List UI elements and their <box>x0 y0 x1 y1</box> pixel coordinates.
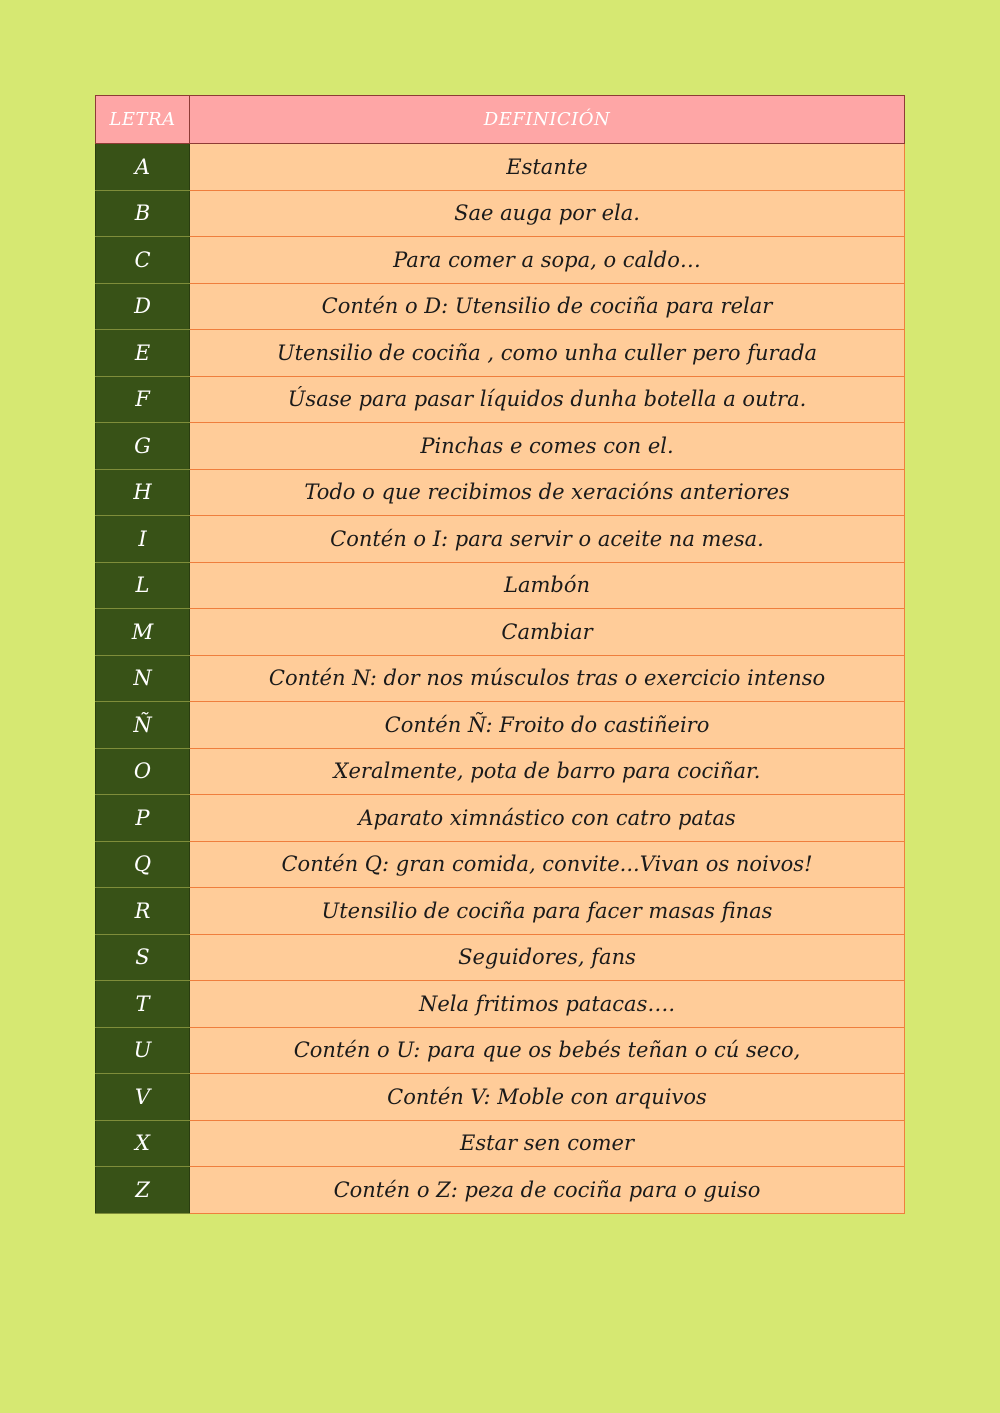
definition-cell: Cambiar <box>190 609 905 656</box>
table-row <box>96 144 905 191</box>
table-row <box>96 423 905 470</box>
letter-cell: F <box>96 376 190 423</box>
definition-cell: Nela fritimos patacas…. <box>190 981 905 1028</box>
letter-cell: L <box>96 562 190 609</box>
letter-cell: E <box>96 330 190 377</box>
letter-cell: Ñ <box>96 702 190 749</box>
definition-cell: Contén V: Moble con arquivos <box>190 1074 905 1121</box>
table-row <box>96 888 905 935</box>
letter-cell: P <box>96 795 190 842</box>
table-row <box>96 655 905 702</box>
definition-cell: Estar sen comer <box>190 1120 905 1167</box>
definition-cell: Seguidores, fans <box>190 934 905 981</box>
table-row <box>96 795 905 842</box>
letter-cell: A <box>96 144 190 191</box>
letter-cell: D <box>96 283 190 330</box>
table-row <box>96 562 905 609</box>
letter-cell: T <box>96 981 190 1028</box>
letter-cell: O <box>96 748 190 795</box>
definition-cell: Todo o que recibimos de xeracións anteriores <box>190 469 905 516</box>
definition-cell: Estante <box>190 144 905 191</box>
table-row <box>96 748 905 795</box>
definition-cell: Contén Ñ: Froito do castiñeiro <box>190 702 905 749</box>
letter-cell: X <box>96 1120 190 1167</box>
definition-column-header: DEFINICIÓN <box>190 96 905 144</box>
table-row <box>96 330 905 377</box>
table-row <box>96 981 905 1028</box>
definitions-table <box>95 95 905 1214</box>
definition-cell: Para comer a sopa, o caldo… <box>190 237 905 284</box>
table-header-row <box>96 96 905 144</box>
definition-cell: Contén o I: para servir o aceite na mesa. <box>190 516 905 563</box>
letter-cell: U <box>96 1027 190 1074</box>
letter-cell: S <box>96 934 190 981</box>
table-row <box>96 702 905 749</box>
letter-cell: M <box>96 609 190 656</box>
table-row <box>96 469 905 516</box>
definition-cell: Pinchas e comes con el. <box>190 423 905 470</box>
letter-cell: G <box>96 423 190 470</box>
definition-cell: Contén N: dor nos músculos tras o exercicio intenso <box>190 655 905 702</box>
table-row <box>96 1120 905 1167</box>
definition-cell: Contén o D: Utensilio de cociña para relar <box>190 283 905 330</box>
letter-cell: C <box>96 237 190 284</box>
letter-cell: H <box>96 469 190 516</box>
table-row <box>96 841 905 888</box>
definition-cell: Utensilio de cociña , como unha culler pero furada <box>190 330 905 377</box>
table-body <box>96 144 905 1214</box>
table-row <box>96 237 905 284</box>
definition-cell: Contén Q: gran comida, convite...Vivan os noivos! <box>190 841 905 888</box>
table-row <box>96 1074 905 1121</box>
table-row <box>96 283 905 330</box>
definition-cell: Úsase para pasar líquidos dunha botella a outra. <box>190 376 905 423</box>
letter-cell: I <box>96 516 190 563</box>
letter-cell: B <box>96 190 190 237</box>
letter-cell: R <box>96 888 190 935</box>
definition-cell: Contén o Z: peza de cociña para o guiso <box>190 1167 905 1214</box>
definition-cell: Sae auga por ela. <box>190 190 905 237</box>
table-row <box>96 1027 905 1074</box>
table-row <box>96 376 905 423</box>
definition-cell: Aparato ximnástico con catro patas <box>190 795 905 842</box>
definition-cell: Utensilio de cociña para facer masas finas <box>190 888 905 935</box>
table-row <box>96 1167 905 1214</box>
table-row <box>96 934 905 981</box>
table-row <box>96 190 905 237</box>
definition-cell: Lambón <box>190 562 905 609</box>
letter-cell: V <box>96 1074 190 1121</box>
definition-cell: Xeralmente, pota de barro para cociñar. <box>190 748 905 795</box>
letter-cell: Z <box>96 1167 190 1214</box>
letter-cell: N <box>96 655 190 702</box>
table-row <box>96 516 905 563</box>
letter-column-header: LETRA <box>96 96 190 144</box>
table-row <box>96 609 905 656</box>
letter-cell: Q <box>96 841 190 888</box>
definition-cell: Contén o U: para que os bebés teñan o cú seco, <box>190 1027 905 1074</box>
